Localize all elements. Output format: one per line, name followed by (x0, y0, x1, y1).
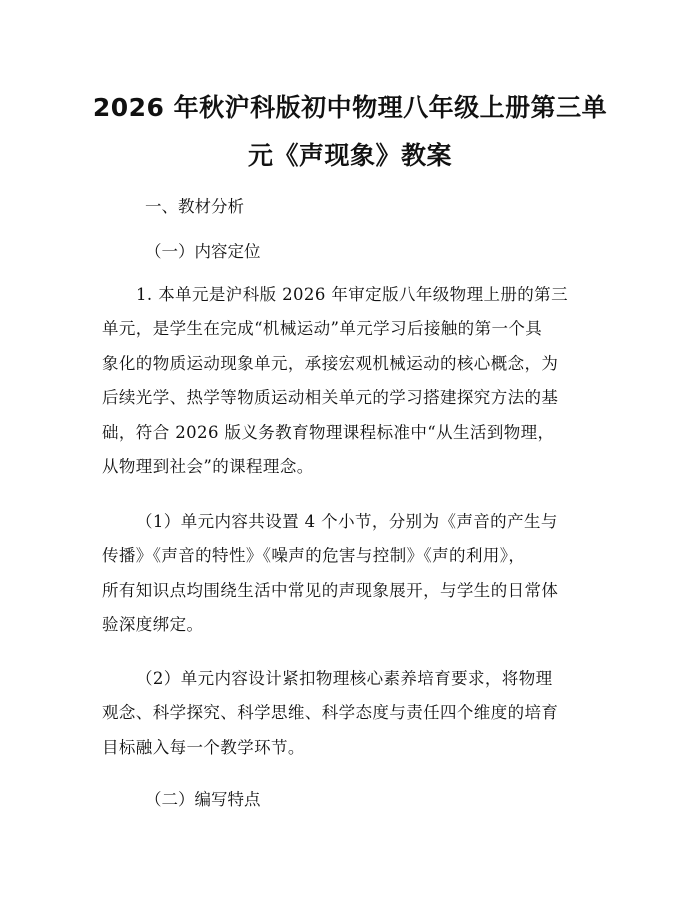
paragraph-unit-sections (102, 505, 602, 643)
paragraph-line: 传播》《声音的特性》《噪声的危害与控制》《声的利用》， (102, 546, 526, 566)
paragraph-line: 础，符合 2026 版义务教育物理课程标准中“从生活到物理， (102, 422, 555, 442)
paragraph-line: 所有知识点均围绕生活中常见的声现象展开，与学生的日常体 (102, 580, 559, 600)
paragraph-line: （1）单元内容共设置 4 个小节，分别为《声音的产生与 (136, 512, 558, 531)
paragraph-line: 单元，是学生在完成“机械运动”单元学习后接触的第一个具 (102, 319, 543, 339)
paragraph-line: （2）单元内容设计紧扣物理核心素养培育要求，将物理 (136, 669, 553, 688)
paragraph-core-literacy (102, 662, 602, 765)
subsection-heading-writing-features: （二）编写特点 (145, 790, 261, 809)
document-title-line-2: 元《声现象》教案 (247, 141, 452, 170)
document-title-line-1: 2026 年秋沪科版初中物理八年级上册第三单 (92, 93, 608, 122)
subsection-heading-content-positioning: （一）内容定位 (145, 242, 261, 261)
paragraph-line: 从物理到社会”的课程理念。 (102, 457, 314, 477)
paragraph-line: 观念、科学探究、科学思维、科学态度与责任四个维度的培育 (102, 703, 559, 723)
paragraph-line: 1. 本单元是沪科版 2026 年审定版八年级物理上册的第三 (136, 285, 568, 304)
paragraph-line: 验深度绑定。 (102, 615, 204, 635)
section-heading-textbook-analysis: 一、教材分析 (145, 197, 244, 216)
paragraph-unit-overview (102, 278, 602, 484)
paragraph-line: 象化的物质运动现象单元，承接宏观机械运动的核心概念，为 (102, 353, 559, 373)
paragraph-line: 后续光学、热学等物质运动相关单元的学习搭建探究方法的基 (102, 388, 559, 408)
paragraph-line: 目标融入每一个教学环节。 (102, 737, 305, 757)
